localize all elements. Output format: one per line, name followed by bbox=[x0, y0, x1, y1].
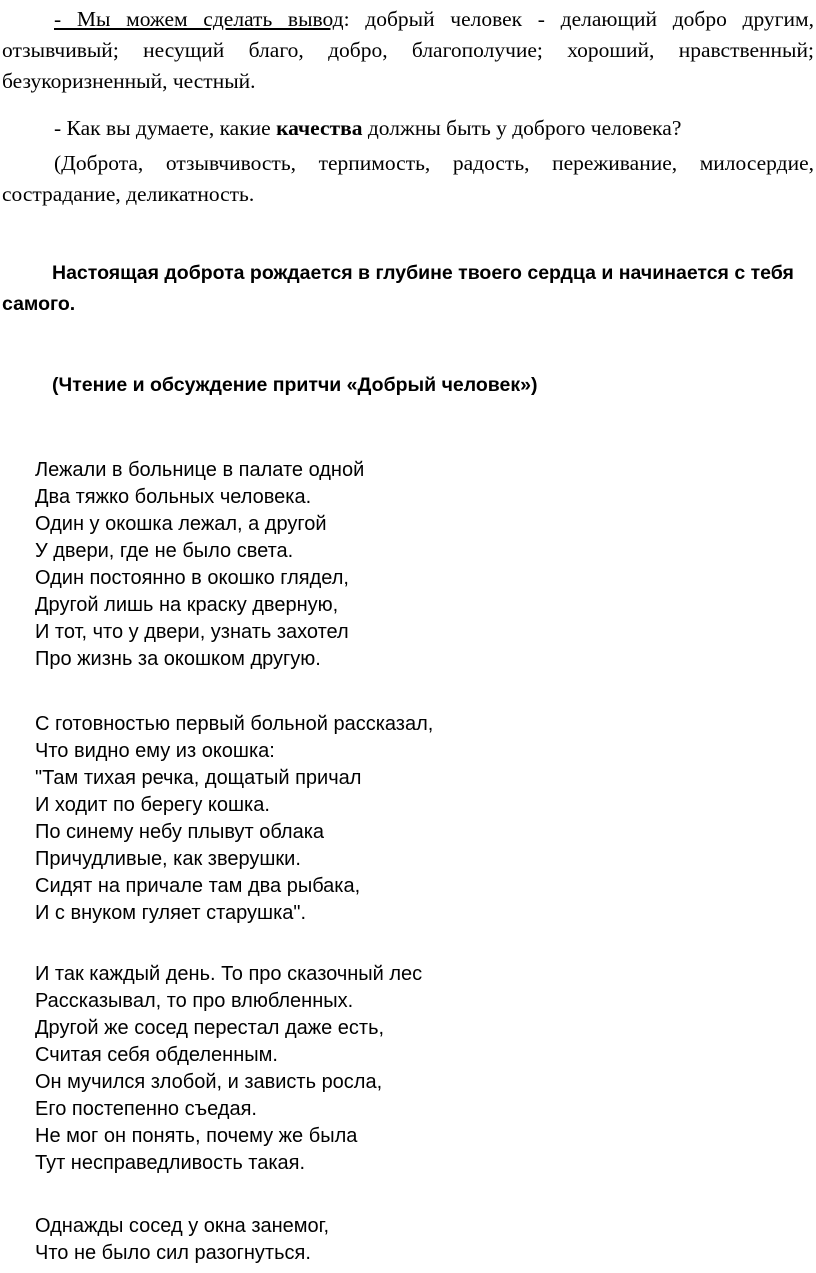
poem-line: Один у окошка лежал, а другой bbox=[35, 513, 327, 535]
poem-line: Что видно ему из окошка: bbox=[35, 740, 275, 762]
poem-line: Не мог он понять, почему же была bbox=[35, 1125, 358, 1147]
poem-line: Причудливые, как зверушки. bbox=[35, 848, 301, 870]
poem-line: И ходит по берегу кошка. bbox=[35, 794, 270, 816]
poem-stanza-2 bbox=[35, 711, 795, 927]
poem-line: Он мучился злобой, и зависть росла, bbox=[35, 1071, 383, 1093]
question-bold-word: качества bbox=[276, 116, 363, 140]
poem-line: Сидят на причале там два рыбака, bbox=[35, 875, 361, 897]
poem-line: "Там тихая речка, дощатый причал bbox=[35, 767, 362, 789]
poem-line: И так каждый день. То про сказочный лес bbox=[35, 963, 423, 985]
conclusion-text: : добрый человек - делающий добро другим, отзывчивый; несущий благо, добро, благополучие; хороший, нравственный; безукоризненный, честный. bbox=[2, 7, 814, 93]
poem-line: Один постоянно в окошко глядел, bbox=[35, 567, 349, 589]
reading-heading: (Чтение и обсуждение притчи «Добрый человек») bbox=[52, 374, 538, 396]
poem-line: Его постепенно съедая. bbox=[35, 1098, 257, 1120]
poem-stanza-4 bbox=[35, 1213, 795, 1267]
poem-line: Рассказывал, то про влюбленных. bbox=[35, 990, 354, 1012]
poem-line: Считая себя обделенным. bbox=[35, 1044, 278, 1066]
poem-line: По синему небу плывут облака bbox=[35, 821, 325, 843]
poem-line: Лежали в больнице в палате одной bbox=[35, 459, 365, 481]
poem-line: Однажды сосед у окна занемог, bbox=[35, 1215, 330, 1237]
poem-line: У двери, где не было света. bbox=[35, 540, 294, 562]
poem-line: И с внуком гуляет старушка". bbox=[35, 902, 307, 924]
poem-line: Что не было сил разогнуться. bbox=[35, 1242, 311, 1264]
answer-paragraph: (Доброта, отзывчивость, терпимость, радость, переживание, милосердие, сострадание, деликатность. bbox=[2, 151, 814, 206]
poem-line: Другой же сосед перестал даже есть, bbox=[35, 1017, 385, 1039]
poem-line: Про жизнь за окошком другую. bbox=[35, 648, 321, 670]
question-paragraph bbox=[2, 113, 814, 144]
statement-heading: Настоящая доброта рождается в глубине твоего сердца и начинается с тебя самого. bbox=[2, 262, 794, 315]
question-text-end: должны быть у доброго человека? bbox=[362, 116, 682, 140]
conclusion-paragraph bbox=[2, 4, 814, 97]
poem-stanza-3 bbox=[35, 961, 795, 1177]
poem-line: И тот, что у двери, узнать захотел bbox=[35, 621, 349, 643]
poem-line: Другой лишь на краску дверную, bbox=[35, 594, 339, 616]
poem-line: С готовностью первый больной рассказал, bbox=[35, 713, 434, 735]
poem-line: Два тяжко больных человека. bbox=[35, 486, 312, 508]
question-text-start: - Как вы думаете, какие bbox=[54, 116, 277, 140]
poem-line: Тут несправедливость такая. bbox=[35, 1152, 306, 1174]
poem-stanza-1 bbox=[35, 457, 795, 673]
conclusion-lead: - Мы можем сделать вывод bbox=[54, 7, 344, 31]
